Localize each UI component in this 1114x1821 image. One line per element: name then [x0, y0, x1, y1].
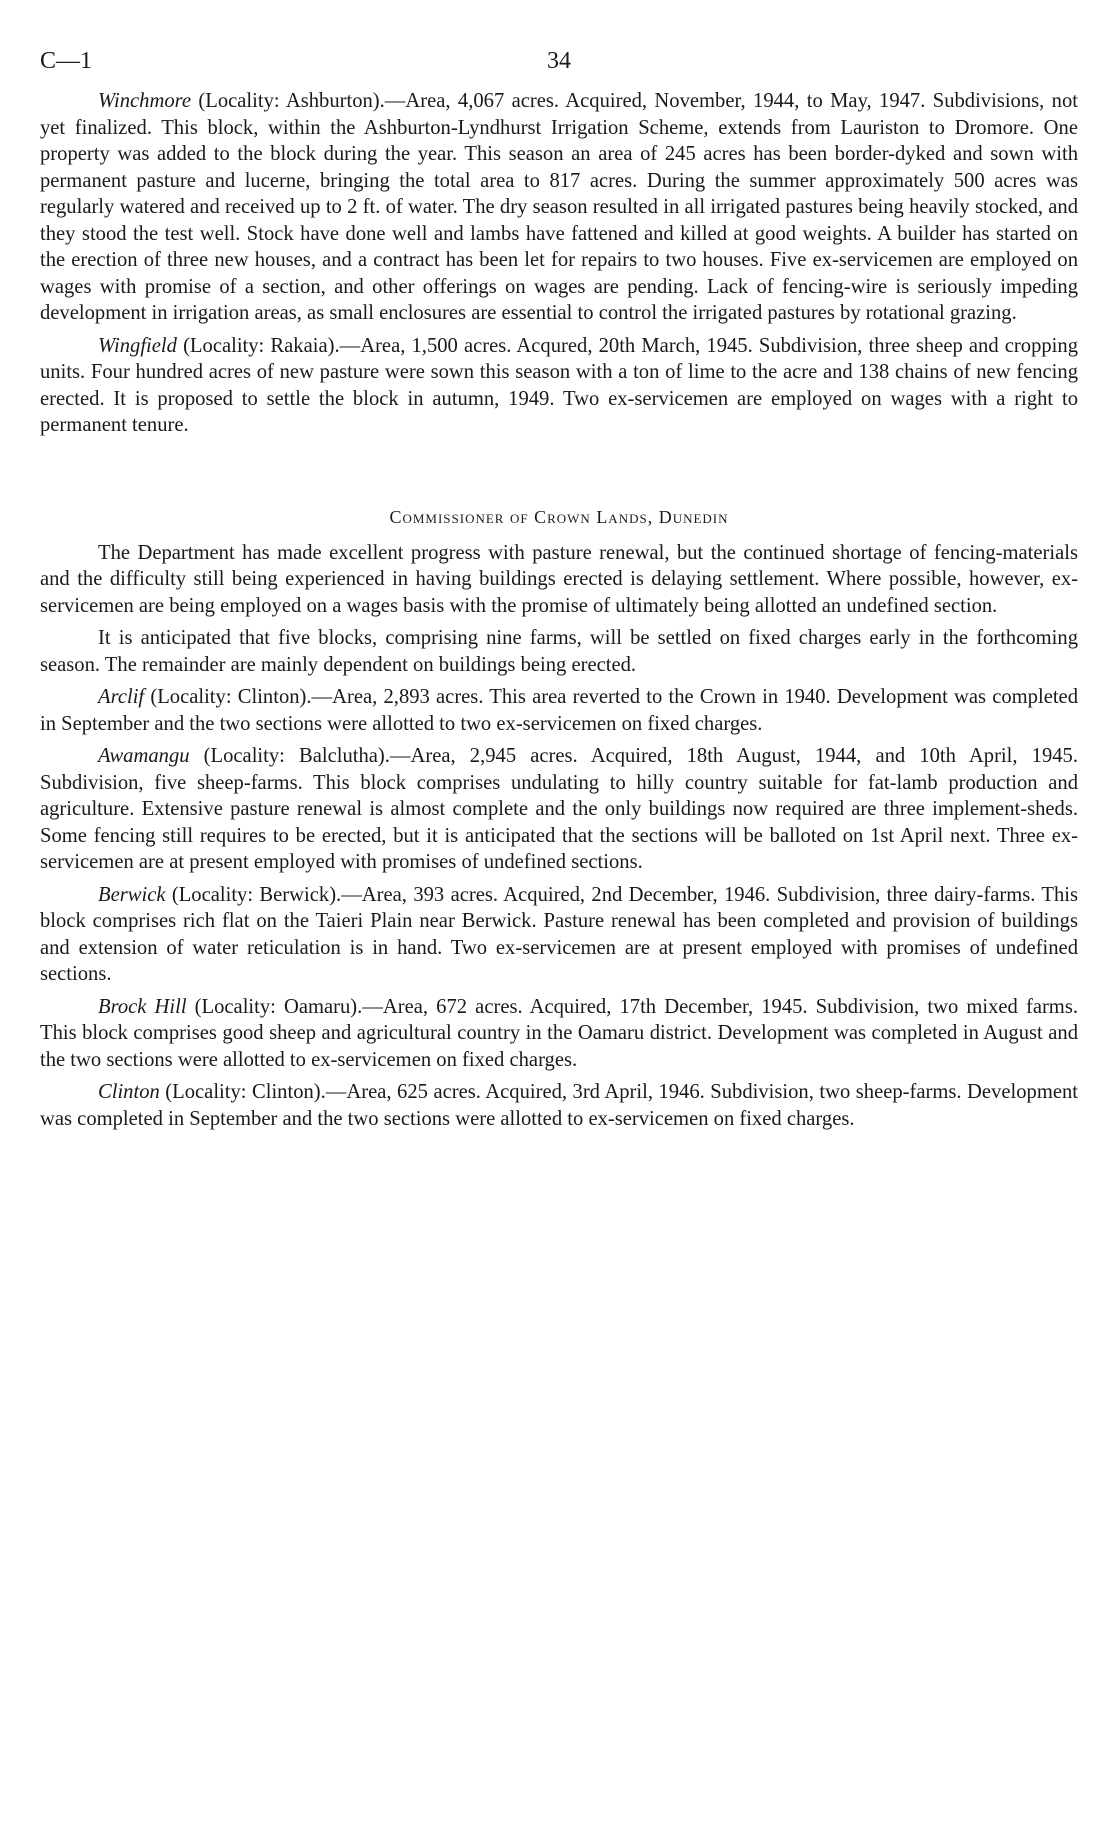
entry-name: Wingfield: [98, 334, 177, 357]
entry-name: Winchmore: [98, 90, 192, 112]
page-header: [40, 48, 1078, 88]
intro-paragraph: The Department has made excellent progress with pasture renewal, but the continued shortage of fencing-materials and the difficulty still being experienced in having buildings erected is delaying settlement. Where possible, however, ex-servicemen are being employed on a wages basis with the promise of ultimately being allotted an undefined section.: [40, 541, 1078, 617]
entry-paragraph-winchmore: [40, 88, 1078, 327]
entry-name: Brock Hill: [98, 995, 187, 1018]
entry-text: (Locality: Rakaia).—Area, 1,500 acres. Acqured, 20th March, 1945. Subdivision, three sheep and cropping units. Four hundred acres of new pasture were sown this season with a ton of lime to the acre and 138 chains of new fencing erected. It is proposed to settle the block in autumn, 1949. Two ex-servicemen are employed on wages with a right to permanent tenure.: [40, 334, 1078, 436]
entry-name: Berwick: [98, 883, 166, 906]
entry-paragraph-arclif: [40, 684, 1078, 737]
entry-paragraph-brock-hill: [40, 994, 1078, 1074]
document-code: C—1: [40, 48, 93, 74]
section-heading: Commissioner of Crown Lands, Dunedin: [389, 506, 729, 527]
document-page: [40, 48, 1078, 1138]
intro-paragraph: It is anticipated that five blocks, comprising nine farms, will be settled on fixed charges early in the forthcoming season. The remainder are mainly dependent on buildings being erected.: [40, 627, 1078, 676]
entry-paragraph-awamangu: [40, 743, 1078, 876]
entry-name: Clinton: [98, 1081, 160, 1103]
entry-paragraph-wingfield: [40, 333, 1078, 439]
entry-text: (Locality: Balclutha).—Area, 2,945 acres. Acquired, 18th August, 1944, and 10th April, 1945. Subdivision, five sheep-farms. This block comprises undulating to hilly country suitable for fat-lamb production and agriculture. Extensive pasture renewal is almost complete and the only buildings now required are three implement-sheds. Some fencing still requires to be erected, but it is anticipated that the sections will be balloted on 1st April next. Three ex-servicemen are at present employed with promises of undefined sections.: [40, 745, 1078, 873]
entry-text: (Locality: Ashburton).—Area, 4,067 acres. Acquired, November, 1944, to May, 1947. Subdivisions, not yet finalized. This block, within the Ashburton-Lyndhurst Irrigation Scheme, extends from Lauriston to Dromore. One property was added to the block during the year. This season an area of 245 acres has been border-dyked and sown with permanent pasture and lucerne, bringing the total area to 817 acres. During the summer approximately 500 acres was regularly watered and received up to 2 ft. of water. The dry season resulted in all irrigated pastures being heavily stocked, and they stood the test well. Stock have done well and lambs have fattened and killed at good weights. A builder has started on the erection of three new houses, and a contract has been let for repairs to two houses. Five ex-servicemen are employed on wages with promise of a section, and other offerings on wages are pending. Lack of fencing-wire is seriously impeding development in irrigation areas, as small enclosures are essential to control the irrigated pastures by rotational grazing.: [40, 90, 1078, 324]
page-number: 34: [547, 48, 571, 74]
entry-text: (Locality: Clinton).—Area, 2,893 acres. This area reverted to the Crown in 1940. Development was completed in September and the two sections were allotted to two ex-servicemen on fixed charges.: [40, 686, 1078, 735]
entry-text: (Locality: Oamaru).—Area, 672 acres. Acquired, 17th December, 1945. Subdivision, two mixed farms. This block comprises good sheep and agricultural country in the Oamaru district. Development was completed in August and the two sections were allotted to ex-servicemen on fixed charges.: [40, 995, 1078, 1071]
entry-text: (Locality: Berwick).—Area, 393 acres. Acquired, 2nd December, 1946. Subdivision, three dairy-farms. This block comprises rich flat on the Taieri Plain near Berwick. Pasture renewal has been completed and provision of buildings and extension of water reticulation is in hand. Two ex-servicemen are at present employed with promises of undefined sections.: [40, 883, 1078, 985]
entry-text: (Locality: Clinton).—Area, 625 acres. Acquired, 3rd April, 1946. Subdivision, two sheep-farms. Development was completed in September and the two sections were allotted to ex-servicemen on fixed charges.: [40, 1081, 1078, 1130]
entry-paragraph-berwick: [40, 882, 1078, 988]
entry-paragraph-clinton: [40, 1079, 1078, 1132]
entry-name: Arclif: [98, 686, 145, 708]
entry-name: Awamangu: [98, 745, 190, 767]
